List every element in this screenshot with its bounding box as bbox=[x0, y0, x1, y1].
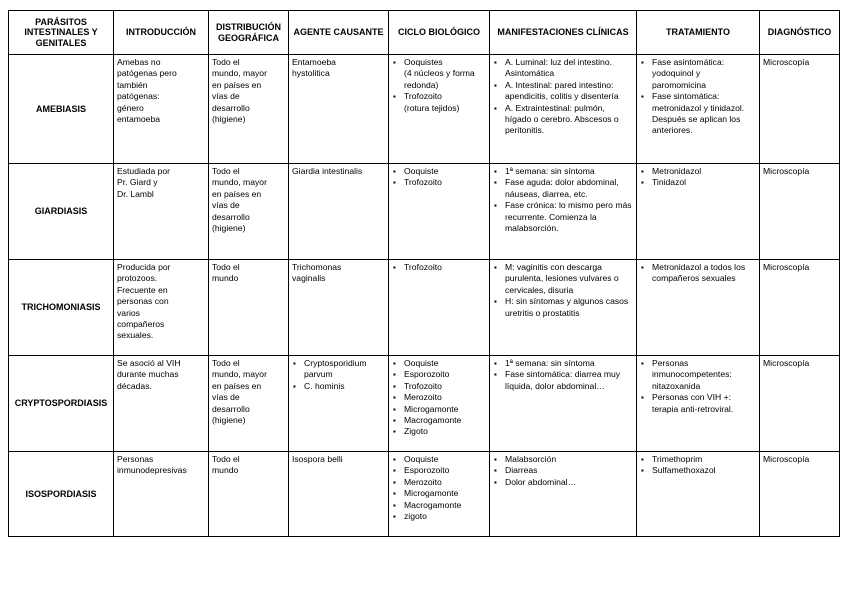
ciclo-item bbox=[392, 454, 486, 465]
agente-cell: Isospora belli bbox=[289, 452, 389, 537]
diagnostico-cell: Microscopía bbox=[760, 260, 840, 356]
tratamiento-cell bbox=[637, 164, 760, 260]
manifestacion-item: ▪ Fase crónica: lo mismo pero más recurrente. Comienza la malabsorción. bbox=[493, 200, 633, 234]
manifestacion-item: ▪ 1ª semana: sin síntoma bbox=[493, 166, 633, 177]
tratamiento-list bbox=[640, 166, 756, 189]
ciclo-stage: ▪ Esporozoito bbox=[404, 369, 450, 380]
manifestacion-item: ▪ Malabsorción bbox=[493, 454, 633, 465]
tratamiento-item: ▪ Sulfamethoxazol bbox=[640, 465, 756, 476]
tratamiento-item: ▪ Fase sintomática: metronidazol y tinidazol. Después se aplican los anteriores. bbox=[640, 91, 756, 137]
manifestacion-item: ▪ M: vaginitis con descarga purulenta, lesiones vulvares o cervicales, disuria bbox=[493, 262, 633, 296]
diagnostico-cell: Microscopía bbox=[760, 55, 840, 164]
ciclo-stage: ▪ Esporozoito bbox=[404, 465, 450, 476]
ciclo-cell bbox=[389, 356, 490, 452]
tratamiento-cell bbox=[637, 356, 760, 452]
ciclo-item bbox=[392, 511, 486, 522]
introduccion-cell: Personas inmunodepresivas bbox=[114, 452, 209, 537]
tratamiento-cell bbox=[637, 452, 760, 537]
ciclo-item bbox=[392, 392, 486, 403]
parasites-table bbox=[8, 10, 840, 537]
ciclo-stage: ▪ zigoto bbox=[404, 511, 427, 522]
ciclo-list bbox=[392, 454, 486, 522]
ciclo-item bbox=[392, 477, 486, 488]
ciclo-cell bbox=[389, 260, 490, 356]
tratamiento-item: ▪ Trimethoprim bbox=[640, 454, 756, 465]
tratamiento-item: ▪ Metronidazol a todos los compañeros sexuales bbox=[640, 262, 756, 285]
table-row bbox=[9, 356, 840, 452]
ciclo-stage: ▪ Macrogamonte bbox=[404, 415, 462, 426]
ciclo-item bbox=[392, 369, 486, 380]
disease-name: CRYPTOSPORDIASIS bbox=[9, 356, 114, 452]
ciclo-stage: ▪ Trofozoito bbox=[404, 262, 442, 272]
ciclo-item bbox=[392, 426, 486, 437]
tratamiento-item: ▪ Personas con VIH +: terapia anti-retroviral. bbox=[640, 392, 756, 415]
ciclo-list bbox=[392, 166, 486, 189]
header-tratamiento: TRATAMIENTO bbox=[637, 11, 760, 55]
ciclo-item bbox=[392, 500, 486, 511]
distribucion-cell: Todo el mundo, mayor en países en vías de desarrollo (higiene) bbox=[209, 164, 289, 260]
manifestaciones-list bbox=[493, 262, 633, 319]
manifestaciones-cell bbox=[490, 356, 637, 452]
ciclo-stage: ▪ Merozoito bbox=[404, 476, 442, 487]
manifestacion-item: ▪ Fase aguda: dolor abdominal, náuseas, diarrea, etc. bbox=[493, 177, 633, 200]
diagnostico-cell: Microscopía bbox=[760, 356, 840, 452]
tratamiento-item: ▪ Fase asintomática: yodoquinol y paromomicina bbox=[640, 57, 756, 91]
manifestaciones-list bbox=[493, 454, 633, 488]
manifestaciones-cell bbox=[490, 164, 637, 260]
agente-list bbox=[292, 358, 385, 392]
manifestacion-item: ▪ Fase sintomática: diarrea muy líquida, dolor abdominal… bbox=[493, 369, 633, 392]
ciclo-list bbox=[392, 57, 486, 114]
manifestaciones-cell bbox=[490, 452, 637, 537]
ciclo-stage: ▪ Ooquiste bbox=[404, 358, 439, 368]
agente-cell bbox=[289, 356, 389, 452]
table-row bbox=[9, 164, 840, 260]
tratamiento-cell bbox=[637, 260, 760, 356]
header-distribucion: DISTRIBUCIÓN GEOGRÁFICA bbox=[209, 11, 289, 55]
introduccion-cell: Amebas no patógenas pero también patógenas: género entamoeba bbox=[114, 55, 209, 164]
ciclo-cell bbox=[389, 55, 490, 164]
agente-item: ▪ C. hominis bbox=[292, 381, 385, 392]
ciclo-note: (4 núcleos y forma redonda) bbox=[404, 68, 475, 90]
tratamiento-item: ▪ Metronidazol bbox=[640, 166, 756, 177]
table-row bbox=[9, 55, 840, 164]
ciclo-item bbox=[392, 166, 486, 177]
diagnostico-cell: Microscopía bbox=[760, 452, 840, 537]
ciclo-stage: ▪ Ooquistes bbox=[404, 57, 443, 67]
manifestaciones-cell bbox=[490, 55, 637, 164]
ciclo-stage: ▪ Macrogamonte bbox=[404, 499, 462, 510]
distribucion-cell: Todo el mundo bbox=[209, 260, 289, 356]
tratamiento-item: ▪ Tinidazol bbox=[640, 177, 756, 188]
ciclo-stage: ▪ Zigoto bbox=[404, 426, 428, 437]
manifestacion-item: ▪ H: sin síntomas y algunos casos uretritis o prostatitis bbox=[493, 296, 633, 319]
ciclo-item bbox=[392, 404, 486, 415]
manifestacion-item: ▪ Dolor abdominal… bbox=[493, 477, 633, 488]
header-parasitos: PARÁSITOS INTESTINALES Y GENITALES bbox=[9, 11, 114, 55]
ciclo-stage: ▪ Microgamonte bbox=[404, 488, 459, 499]
ciclo-item bbox=[392, 415, 486, 426]
agente-cell: Giardia intestinalis bbox=[289, 164, 389, 260]
tratamiento-list bbox=[640, 454, 756, 477]
tratamiento-list bbox=[640, 57, 756, 137]
manifestaciones-list bbox=[493, 57, 633, 137]
ciclo-stage: ▪ Ooquiste bbox=[404, 454, 439, 464]
header-ciclo: CICLO BIOLÓGICO bbox=[389, 11, 490, 55]
distribucion-cell: Todo el mundo bbox=[209, 452, 289, 537]
disease-name: TRICHOMONIASIS bbox=[9, 260, 114, 356]
ciclo-cell bbox=[389, 164, 490, 260]
ciclo-stage: ▪ Trofozoito bbox=[404, 91, 442, 102]
ciclo-cell bbox=[389, 452, 490, 537]
ciclo-item bbox=[392, 91, 486, 114]
ciclo-item bbox=[392, 488, 486, 499]
agente-cell: Entamoeba hystolitica bbox=[289, 55, 389, 164]
table-body bbox=[9, 55, 840, 537]
ciclo-note: (rotura tejidos) bbox=[404, 102, 460, 113]
manifestacion-item: ▪ A. Extraintestinal: pulmón, hígado o cerebro. Abscesos o peritonitis. bbox=[493, 103, 633, 137]
ciclo-item bbox=[392, 465, 486, 476]
diagnostico-cell: Microscopía bbox=[760, 164, 840, 260]
ciclo-stage: ▪ Trofozoito bbox=[404, 177, 442, 188]
ciclo-list bbox=[392, 358, 486, 438]
tratamiento-list bbox=[640, 358, 756, 415]
introduccion-cell: Estudiada por Pr. Giard y Dr. Lambl bbox=[114, 164, 209, 260]
ciclo-item bbox=[392, 381, 486, 392]
ciclo-item bbox=[392, 177, 486, 188]
ciclo-stage: ▪ Microgamonte bbox=[404, 403, 459, 414]
ciclo-item bbox=[392, 358, 486, 369]
agente-item: ▪ Cryptosporidium parvum bbox=[292, 358, 385, 381]
header-manifestaciones: MANIFESTACIONES CLÍNICAS bbox=[490, 11, 637, 55]
manifestaciones-cell bbox=[490, 260, 637, 356]
table-row bbox=[9, 260, 840, 356]
tratamiento-cell bbox=[637, 55, 760, 164]
introduccion-cell: Producida por protozoos. Frecuente en personas con varios compañeros sexuales. bbox=[114, 260, 209, 356]
ciclo-stage: ▪ Ooquiste bbox=[404, 166, 439, 176]
distribucion-cell: Todo el mundo, mayor en países en vías de desarrollo (higiene) bbox=[209, 55, 289, 164]
disease-name: AMEBIASIS bbox=[9, 55, 114, 164]
ciclo-item bbox=[392, 57, 486, 91]
tratamiento-list bbox=[640, 262, 756, 285]
distribucion-cell: Todo el mundo, mayor en países en vías de desarrollo (higiene) bbox=[209, 356, 289, 452]
disease-name: ISOSPORDIASIS bbox=[9, 452, 114, 537]
manifestacion-item: ▪ 1ª semana: sin síntoma bbox=[493, 358, 633, 369]
manifestacion-item: ▪ A. Luminal: luz del intestino. Asintomática bbox=[493, 57, 633, 80]
table-row bbox=[9, 452, 840, 537]
header-row bbox=[9, 11, 840, 55]
manifestaciones-list bbox=[493, 358, 633, 392]
introduccion-cell: Se asoció al VIH durante muchas décadas. bbox=[114, 356, 209, 452]
header-introduccion: INTRODUCCIÓN bbox=[114, 11, 209, 55]
manifestacion-item: ▪ A. Intestinal: pared intestino: apendicitis, colitis y disentería bbox=[493, 80, 633, 103]
header-diagnostico: DIAGNÓSTICO bbox=[760, 11, 840, 55]
disease-name: GIARDIASIS bbox=[9, 164, 114, 260]
ciclo-list bbox=[392, 262, 486, 273]
ciclo-stage: ▪ Trofozoito bbox=[404, 380, 442, 391]
manifestaciones-list bbox=[493, 166, 633, 234]
ciclo-item bbox=[392, 262, 486, 273]
manifestacion-item: ▪ Diarreas bbox=[493, 465, 633, 476]
tratamiento-item: ▪ Personas inmunocompetentes: nitazoxanida bbox=[640, 358, 756, 392]
agente-cell: Trichomonas vaginalis bbox=[289, 260, 389, 356]
ciclo-stage: ▪ Merozoito bbox=[404, 392, 442, 403]
header-agente: AGENTE CAUSANTE bbox=[289, 11, 389, 55]
